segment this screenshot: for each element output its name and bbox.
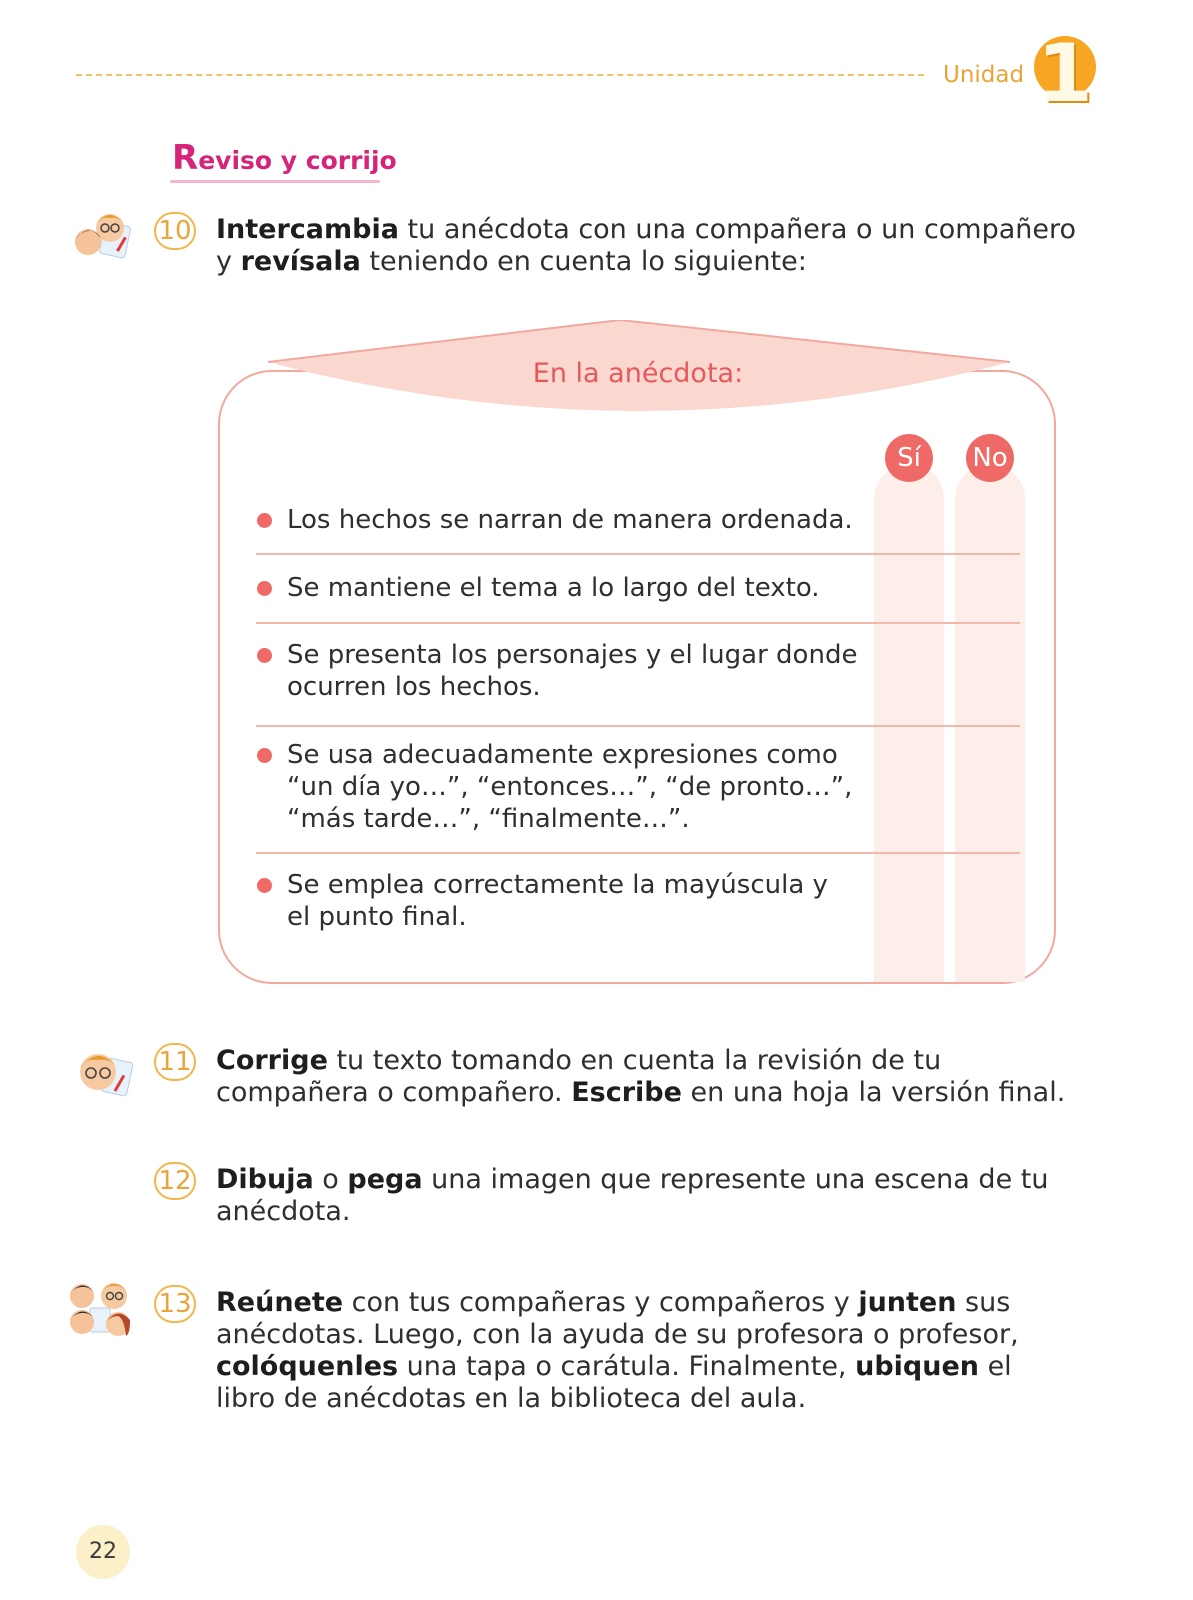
pair-work-icon [70, 206, 132, 262]
section-title-underline [170, 180, 380, 183]
criterion-divider [256, 725, 1020, 727]
group-work-icon [64, 1278, 136, 1340]
section-title-rest: eviso y corrijo [198, 146, 397, 175]
item-11-verb-2: Escribe [571, 1077, 682, 1108]
item-13-verb-3: colóquenles [216, 1351, 399, 1382]
criterion-divider [256, 622, 1020, 624]
item-number-11: 11 [154, 1043, 196, 1081]
section-title [172, 138, 397, 178]
item-12-text [216, 1164, 1056, 1228]
criterion-2: Se mantiene el tema a lo largo del texto. [287, 573, 820, 603]
no-column[interactable] [955, 464, 1025, 982]
item-13-verb-1: Reúnete [216, 1287, 344, 1318]
unit-label: Unidad [943, 62, 1025, 88]
item-11-verb-1: Corrige [216, 1045, 328, 1076]
bullet-icon [257, 748, 272, 763]
item-13-text-4: el libro de anécdotas en la biblioteca del aula. [216, 1351, 1012, 1414]
yes-column[interactable] [874, 464, 944, 982]
item-12-text-1: o [313, 1164, 348, 1195]
individual-work-icon [74, 1046, 134, 1100]
header-dashed-line [76, 74, 924, 76]
item-12-verb-1: Dibuja [216, 1164, 314, 1195]
item-number-13: 13 [154, 1285, 196, 1323]
checklist-title: En la anécdota: [532, 358, 744, 389]
no-label: No [966, 434, 1014, 482]
item-11-text-2: en una hoja la versión final. [681, 1077, 1066, 1108]
criterion-divider [256, 553, 1020, 555]
unit-number: 1 [1037, 27, 1093, 120]
item-10-verb-1: Intercambia [216, 214, 399, 245]
criterion-3: Se presenta los personajes y el lugar donde ocurren los hechos. [287, 640, 858, 702]
item-10-text-2: teniendo en cuenta lo siguiente: [360, 246, 807, 277]
page-number: 22 [89, 1539, 117, 1564]
item-12-text-2: una imagen que represente una escena de tu anécdota. [216, 1164, 1049, 1227]
item-11-text-1: tu texto tomando en cuenta la revisión de tu compañera o compañero. [216, 1045, 942, 1108]
bullet-icon [257, 581, 272, 596]
item-11-text [216, 1045, 1096, 1109]
yes-label: Sí [885, 434, 933, 482]
item-number-12: 12 [154, 1162, 196, 1200]
bullet-icon [257, 513, 272, 528]
item-10-verb-2: revísala [240, 246, 361, 277]
item-12-verb-2: pega [347, 1164, 423, 1195]
item-13-text-3: una tapa o carátula. Finalmente, [398, 1351, 856, 1382]
item-number-10: 10 [154, 212, 196, 250]
item-10-text-1: tu anécdota con una compañera o un compañero y [216, 214, 1077, 277]
item-10-text [216, 214, 1096, 278]
bullet-icon [257, 878, 272, 893]
item-13-verb-2: junten [858, 1287, 957, 1318]
criterion-4: Se usa adecuadamente expresiones como “un día yo…”, “entonces…”, “de pronto…”, “más tarde…”, “finalmente…”. [287, 740, 853, 834]
criterion-5: Se emplea correctamente la mayúscula y el punto final. [287, 870, 828, 932]
item-13-text-1: con tus compañeras y compañeros y [343, 1287, 859, 1318]
item-13-text [216, 1287, 1046, 1415]
criterion-divider [256, 852, 1020, 854]
item-13-verb-4: ubiquen [855, 1351, 979, 1382]
bullet-icon [257, 648, 272, 663]
section-title-initial: R [172, 138, 199, 178]
criterion-1: Los hechos se narran de manera ordenada. [287, 505, 853, 535]
item-13-text-2: sus anécdotas. Luego, con la ayuda de su profesora o profesor, [216, 1287, 1019, 1350]
